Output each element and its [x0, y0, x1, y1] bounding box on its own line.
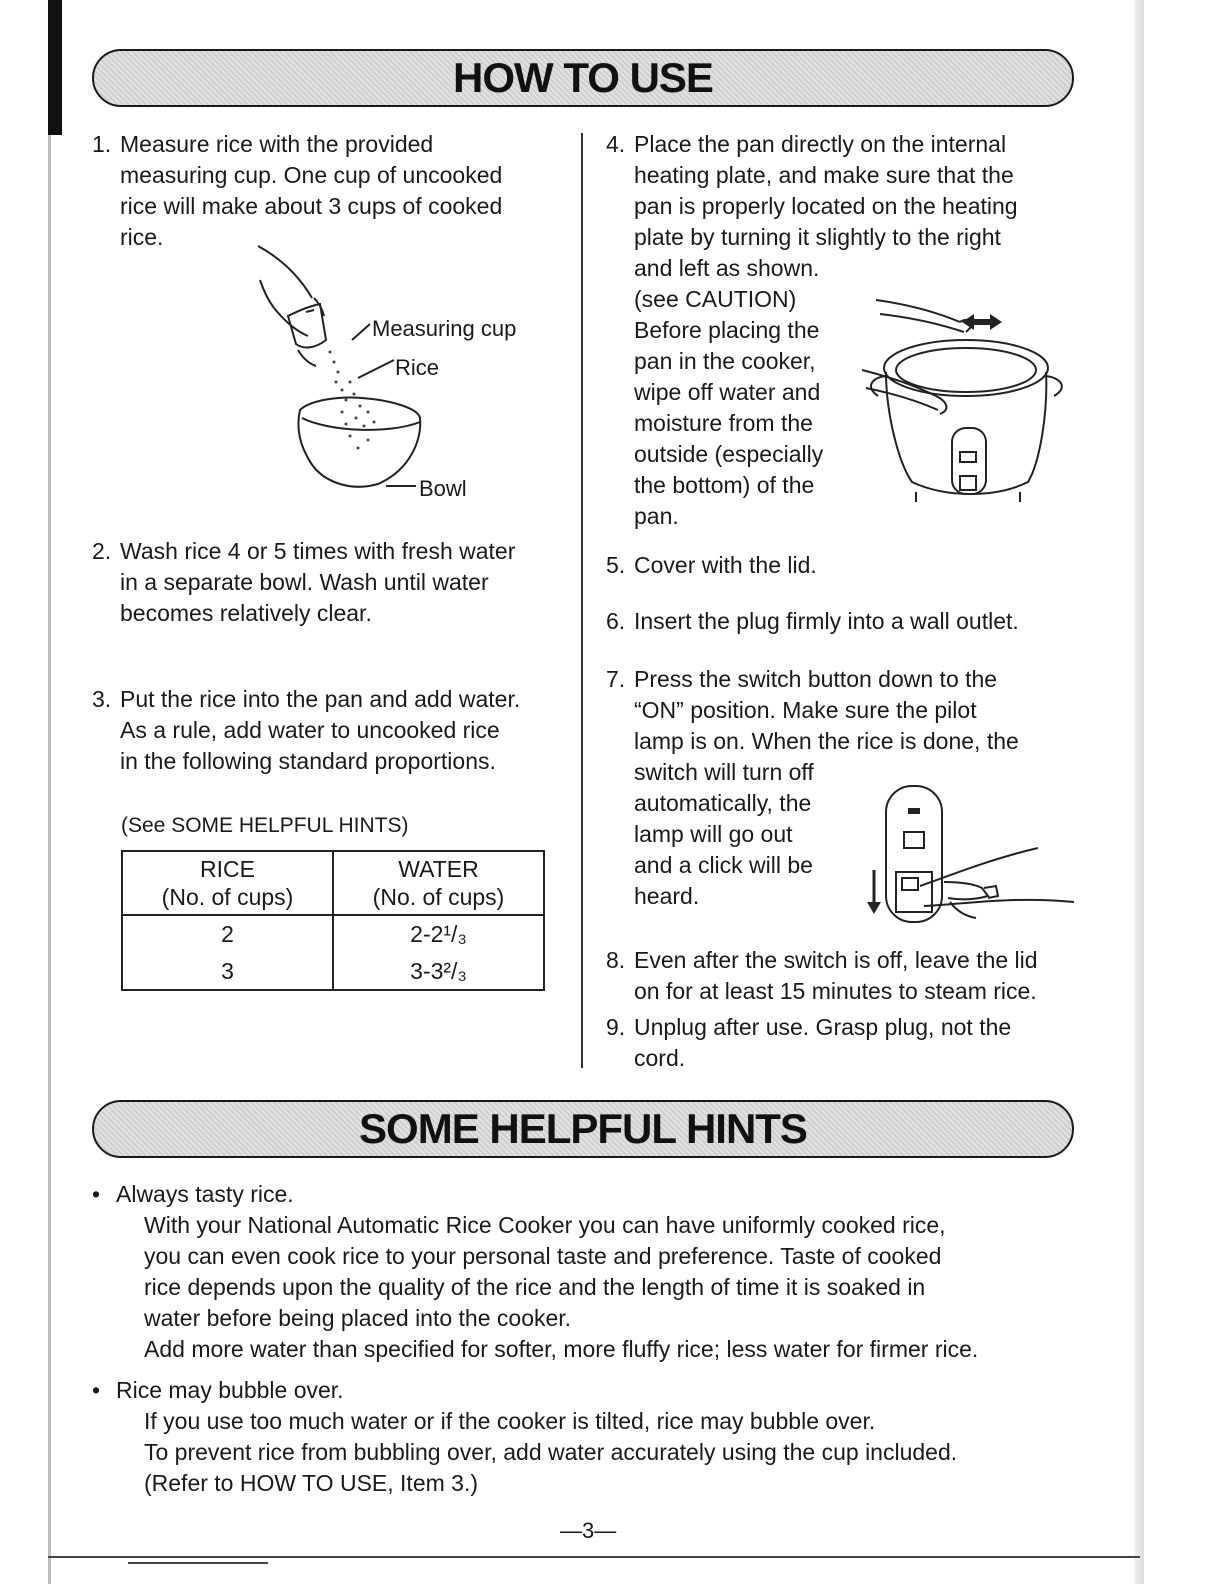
- hint-rice-may-bubble-over: [92, 1375, 1122, 1499]
- column-divider: [581, 133, 583, 1068]
- table-cell-rice: 3: [122, 952, 333, 990]
- table-header-water: [333, 851, 544, 915]
- step-9: [606, 1012, 1086, 1074]
- helpful-hints-banner: [92, 1100, 1074, 1158]
- step-number: 8.: [606, 947, 626, 973]
- how-to-use-banner: [92, 49, 1074, 107]
- step-5: [606, 550, 1086, 581]
- step-number: 2.: [92, 538, 112, 564]
- step-number: 3.: [92, 686, 112, 712]
- bottom-rule-short: [128, 1562, 268, 1564]
- page-edge-right: [1134, 0, 1144, 1584]
- table-cell-water: 2-2¹/₃: [333, 915, 544, 952]
- header-water-line1: WATER: [398, 856, 479, 882]
- table-header-rice: [122, 851, 333, 915]
- step-number: 7.: [606, 666, 626, 692]
- table-cell-rice: 2: [122, 915, 333, 952]
- label-measuring-cup: Measuring cup: [372, 316, 517, 341]
- step-3: [92, 684, 572, 779]
- step-number: 5.: [606, 552, 626, 578]
- hint-title: Always tasty rice.: [116, 1181, 294, 1207]
- measuring-rice-illustration: [250, 240, 490, 510]
- table-header-row: [122, 851, 544, 915]
- hint-always-tasty-rice: [92, 1179, 1122, 1365]
- step-number: 4.: [606, 131, 626, 157]
- table-row: [122, 915, 544, 952]
- label-rice: Rice: [395, 355, 440, 380]
- step-text: Even after the switch is off, leave the lid on for at least 15 minutes to steam rice.: [634, 947, 1038, 1004]
- page-edge-shadow: [48, 0, 62, 135]
- step-text: Unplug after use. Grasp plug, not the cord.: [634, 1014, 1012, 1071]
- hint-title: Rice may bubble over.: [116, 1377, 344, 1403]
- step-6: [606, 606, 1086, 637]
- header-water-line2: (No. of cups): [372, 884, 505, 910]
- step-number: 6.: [606, 608, 626, 634]
- switch-press-illustration: [864, 778, 1084, 928]
- rice-water-table: [121, 850, 545, 991]
- label-bowl: Bowl: [419, 476, 467, 501]
- hint-body: With your National Automatic Rice Cooker you can have uniformly cooked rice, you can even cook rice to your personal taste and preference. Taste of cooked rice depends upon the quality of the rice and the length of time it is soaked in water before being placed into the cooker. Add more water than specified for softer, more fluffy rice; less water for firmer rice.: [144, 1212, 979, 1362]
- step-number: 9.: [606, 1014, 626, 1040]
- header-rice-line2: (No. of cups): [161, 884, 294, 910]
- how-to-use-title: HOW TO USE: [453, 54, 713, 101]
- hint-body: If you use too much water or if the cooker is tilted, rice may bubble over. To prevent rice from bubbling over, add water accurately using the cup included. (Refer to HOW TO USE, Item 3.): [144, 1408, 958, 1496]
- table-row: [122, 952, 544, 990]
- step-text: Wash rice 4 or 5 times with fresh water in a separate bowl. Wash until water becomes relatively clear.: [120, 538, 516, 626]
- step-2: [92, 536, 572, 631]
- bullet-icon: •: [92, 1181, 101, 1207]
- helpful-hints-title: SOME HELPFUL HINTS: [359, 1105, 807, 1152]
- page-edge-line: [48, 135, 51, 1584]
- page-number: —3—: [560, 1518, 617, 1543]
- bullet-icon: •: [92, 1377, 101, 1403]
- step-text: Press the switch button down to the “ON” position. Make sure the pilot lamp is on. When the rice is done, the switch will turn off automatically, the lamp will go out and a click will be heard.: [634, 666, 1019, 909]
- table-note: (See SOME HELPFUL HINTS): [121, 814, 409, 837]
- pan-placement-illustration: [856, 292, 1076, 512]
- header-rice-line1: RICE: [200, 856, 255, 882]
- bottom-rule: [48, 1556, 1140, 1558]
- step-text: Put the rice into the pan and add water. As a rule, add water to uncooked rice in the following standard proportions.: [120, 686, 521, 774]
- step-text: Cover with the lid.: [634, 552, 817, 578]
- step-number: 1.: [92, 131, 112, 157]
- step-text: Measure rice with the provided measuring cup. One cup of uncooked rice will make about 3 cups of cooked rice.: [120, 131, 503, 250]
- step-8: [606, 945, 1106, 1007]
- step-text: Insert the plug firmly into a wall outlet.: [634, 608, 1019, 634]
- step-text: Place the pan directly on the internal heating plate, and make sure that the pan is properly located on the heating plate by turning it slightly to the right and left as shown. (see CAUTION) Before placing the pan in the cooker, wipe off water and moisture from the outside (especially the bottom) of the pan.: [634, 131, 1018, 529]
- table-cell-water: 3-3²/₃: [333, 952, 544, 990]
